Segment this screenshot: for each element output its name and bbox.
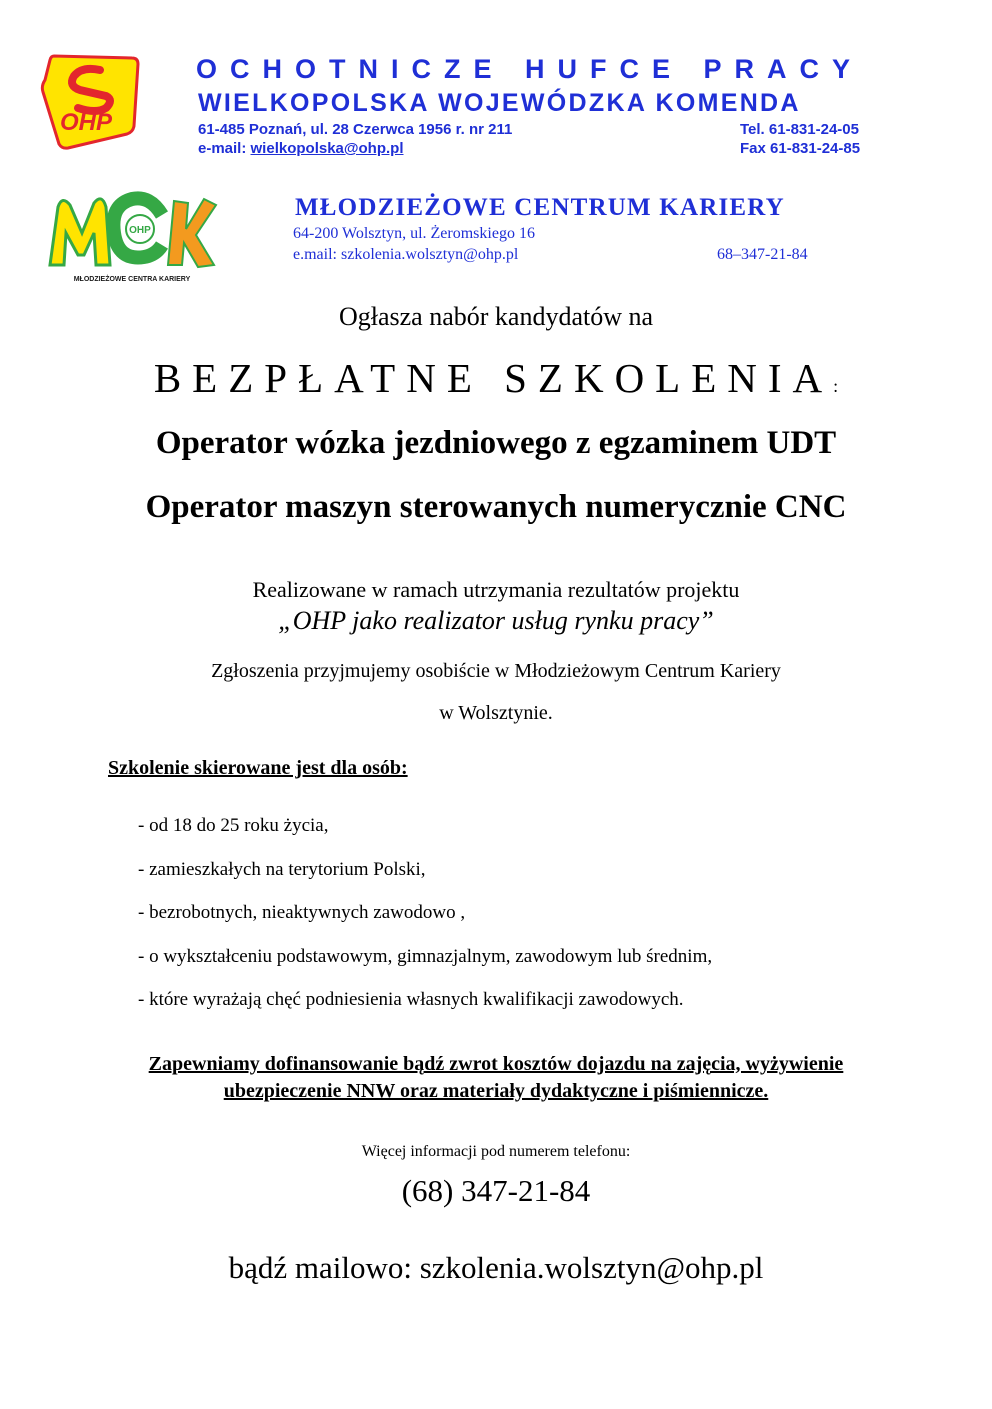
project-name: „OHP jako realizator usług rynku pracy” [278,606,714,635]
project-intro: Realizowane w ramach utrzymania rezultatów projektu [252,577,740,602]
org-email-line [198,140,404,157]
support-line-2: ubezpieczenie NNW oraz materiały dydaktyczne i piśmiennicze. [223,1080,769,1102]
org-tel: Tel. 61-831-24-05 [740,121,859,138]
contact-email: bądź mailowo: szkolenia.wolsztyn@ohp.pl [228,1250,764,1285]
course-title: Operator wózka jezdniowego z egzaminem UDT [155,425,837,461]
course-title: Operator maszyn sterowanych numerycznie CNC [145,489,847,525]
org-name: OCHOTNICZE HUFCE PRACY [196,54,864,84]
org-address: 61-485 Poznań, ul. 28 Czerwca 1956 r. nr 211 [198,121,513,138]
mck-address: 64-200 Wolsztyn, ul. Żeromskiego 16 [293,225,535,242]
org-fax: Fax 61-831-24-85 [740,140,861,157]
criteria-item: - zamieszkałych na terytorium Polski, [138,858,426,880]
org-unit: WIELKOPOLSKA WOJEWÓDZKA KOMENDA [198,89,801,117]
mck-title: MŁODZIEŻOWE CENTRUM KARIERY [295,194,785,221]
criteria-item: - od 18 do 25 roku życia, [138,815,329,836]
more-info-label: Więcej informacji pod numerem telefonu: [361,1143,631,1160]
ohp-logo-text: OHP [59,109,113,136]
contact-phone: (68) 347-21-84 [401,1173,591,1208]
apply-line-1: Zgłoszenia przyjmujemy osobiście w Młodzieżowym Centrum Kariery [211,660,781,682]
criteria-item: - które wyrażają chęć podniesienia własnych kwalifikacji zawodowych. [138,989,684,1010]
criteria-list [138,815,712,1033]
mck-logo [44,185,220,285]
headline [0,354,992,402]
target-heading: Szkolenie skierowane jest dla osób: [108,757,408,779]
criteria-item: - bezrobotnych, nieaktywnych zawodowo , [138,902,466,923]
criteria-item: - o wykształceniu podstawowym, gimnazjalnym, zawodowym lub średnim, [138,945,713,967]
announcement-intro: Ogłasza nabór kandydatów na [338,302,654,331]
mck-logo-badge: OHP [129,225,151,236]
support-line-1: Zapewniamy dofinansowanie bądź zwrot kosztów dojazdu na zajęcia, wyżywienie [148,1053,844,1075]
ohp-logo [40,52,140,150]
org-email-label: e-mail: [198,140,251,157]
apply-line-2: w Wolsztynie. [439,702,553,724]
support-notice [60,1051,932,1105]
mck-logo-caption: MŁODZIEŻOWE CENTRA KARIERY [73,276,191,283]
headline-colon: : [833,376,839,396]
headline-text: BEZPŁATNE SZKOLENIA [153,355,834,401]
org-email-link[interactable]: wielkopolska@ohp.pl [250,140,404,157]
mck-email[interactable]: e.mail: szkolenia.wolsztyn@ohp.pl [293,246,519,263]
mck-phone: 68–347-21-84 [717,246,808,263]
